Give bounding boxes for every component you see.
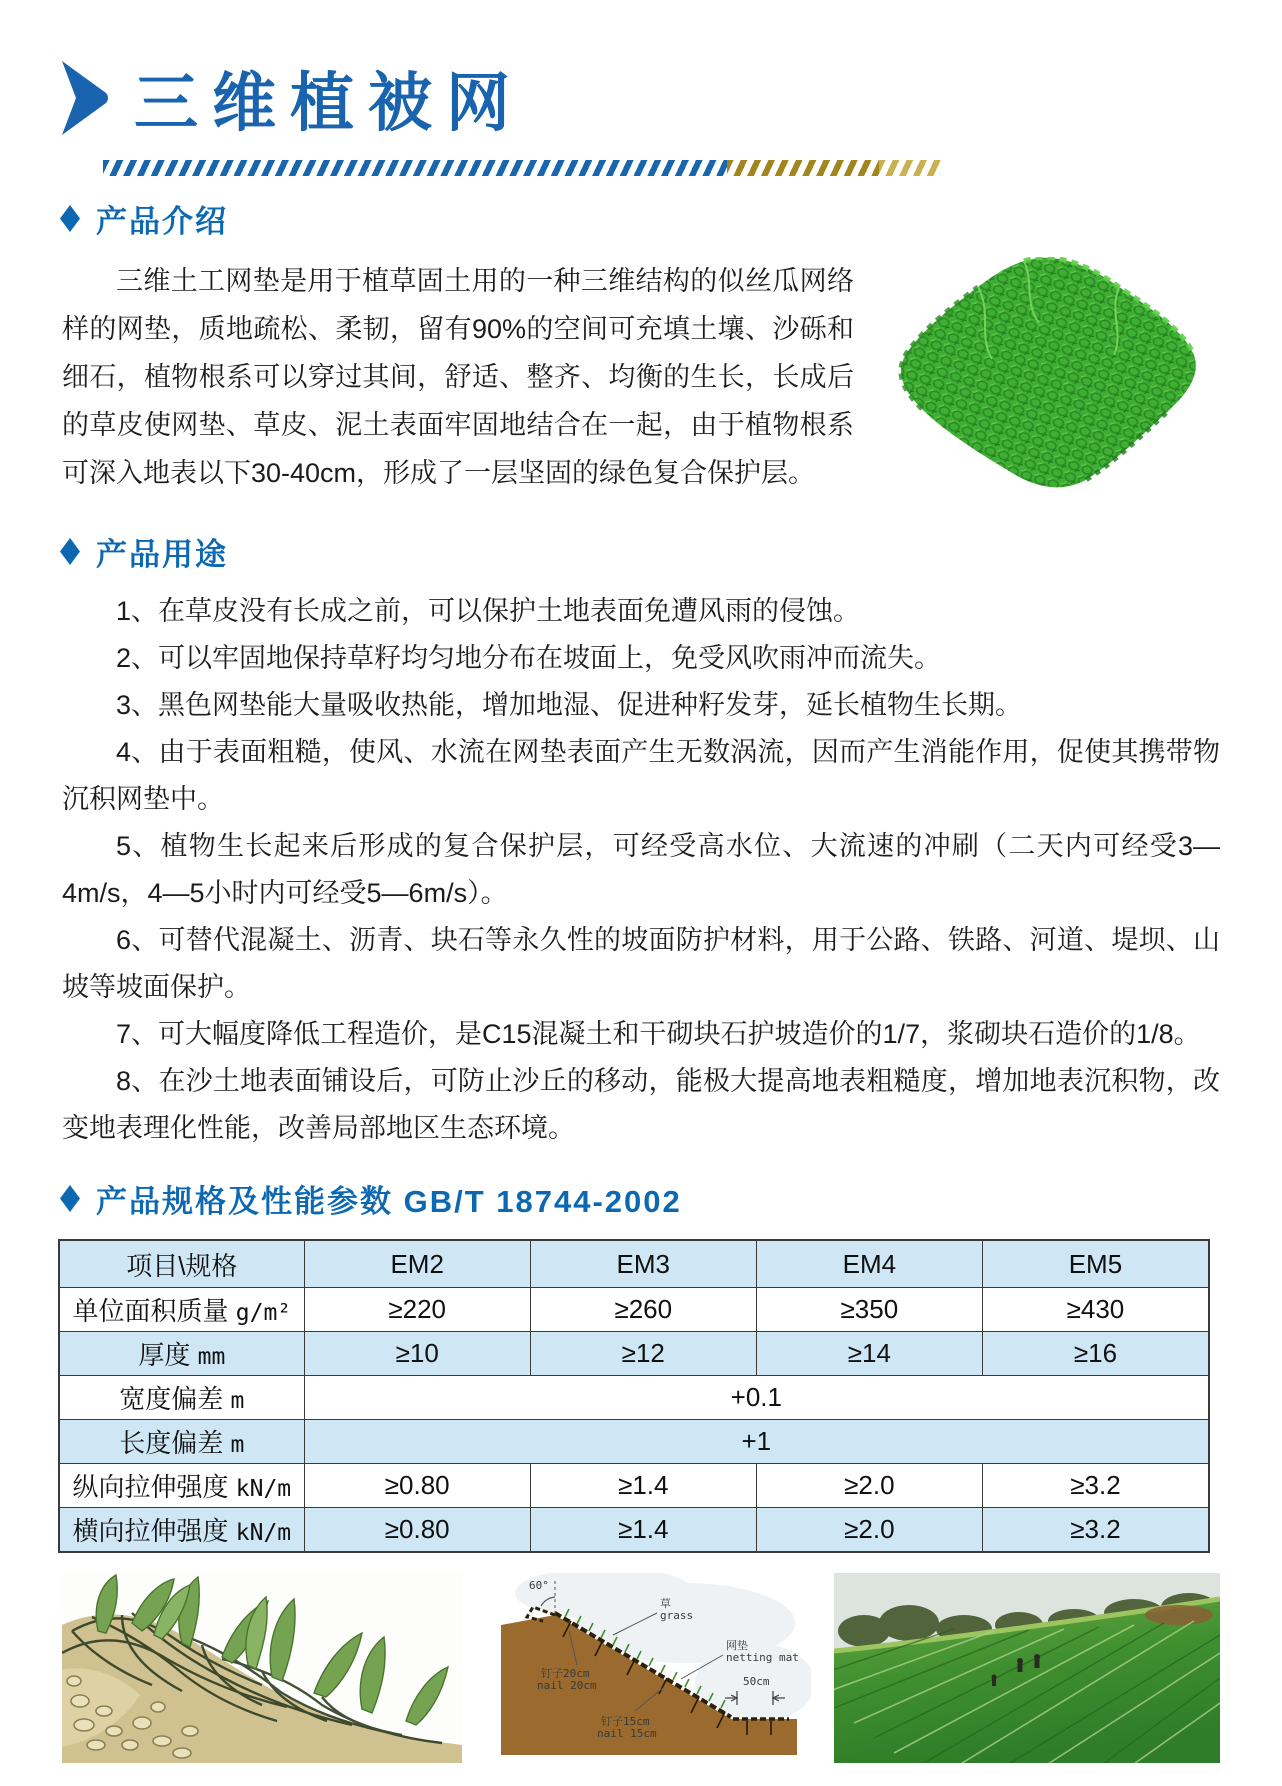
- page-title: 三维植被网: [134, 68, 524, 139]
- stripe-blue-segment: [103, 160, 727, 176]
- stripe-gold-light-segment: [879, 160, 941, 176]
- mat-label-en: netting mat: [726, 1651, 799, 1664]
- diamond-icon: [60, 205, 80, 232]
- stripe-gold-segment: [727, 160, 879, 176]
- spec-cell: ≥14: [756, 1332, 982, 1376]
- table-header-row: [59, 1240, 1209, 1288]
- spec-cell: ≥0.80: [304, 1464, 530, 1508]
- spec-cell: ≥12: [530, 1332, 756, 1376]
- section-heading-uses: [60, 529, 1282, 574]
- column-header: EM2: [304, 1240, 530, 1288]
- table-row: [59, 1420, 1209, 1464]
- spec-cell-merged: +1: [304, 1420, 1209, 1464]
- spec-cell-merged: +0.1: [304, 1376, 1209, 1420]
- spec-cell: ≥3.2: [982, 1464, 1209, 1508]
- spec-cell: ≥220: [304, 1288, 530, 1332]
- column-header: EM5: [982, 1240, 1209, 1288]
- figure-strip: [62, 1573, 1220, 1763]
- spec-cell: ≥430: [982, 1288, 1209, 1332]
- use-item: 4、由于表面粗糙，使风、水流在网垫表面产生无数涡流，因而产生消能作用，促使其携带物沉积网垫中。: [62, 737, 1220, 814]
- column-header: EM4: [756, 1240, 982, 1288]
- table-row: [59, 1332, 1209, 1376]
- table-row: [59, 1464, 1209, 1508]
- product-photo: [874, 257, 1214, 495]
- section-title-uses: 产品用途: [96, 537, 228, 572]
- grass-label-en: grass: [660, 1609, 694, 1622]
- section-title-specs: 产品规格及性能参数 GB/T 18744-2002: [96, 1184, 682, 1219]
- diamond-icon: [60, 538, 80, 565]
- spec-cell: ≥1.4: [530, 1508, 756, 1553]
- section-heading-specs: [60, 1176, 1282, 1221]
- use-item: 3、黑色网垫能大量吸收热能，增加地湿、促进种籽发芽，延长植物生长期。: [116, 690, 1023, 720]
- nail20-label-en: nail 20cm: [537, 1679, 597, 1692]
- use-item: 5、植物生长起来后形成的复合保护层，可经受高水位、大流速的冲刷（二天内可经受3—4m/s，4—5小时内可经受5—6m/s）。: [62, 831, 1220, 908]
- spec-cell: ≥1.4: [530, 1464, 756, 1508]
- spec-cell: ≥2.0: [756, 1508, 982, 1553]
- use-item: 2、可以牢固地保持草籽均匀地分布在坡面上，免受风吹雨冲而流失。: [116, 643, 942, 673]
- mat-label-cn: 网垫: [726, 1639, 748, 1652]
- nail15-label-en: nail 15cm: [597, 1727, 657, 1740]
- spec-cell: ≥16: [982, 1332, 1209, 1376]
- spec-cell: ≥350: [756, 1288, 982, 1332]
- page-header: [60, 52, 1282, 144]
- figure-slope-photo: [834, 1573, 1220, 1763]
- row-label: 宽度偏差 m: [59, 1376, 304, 1420]
- spec-cell: ≥0.80: [304, 1508, 530, 1553]
- title-arrow-icon: [60, 60, 112, 136]
- column-header: EM3: [530, 1240, 756, 1288]
- use-item: 8、在沙土地表面铺设后，可防止沙丘的移动，能极大提高地表粗糙度，增加地表沉积物，改变地表理化性能，改善局部地区生态环境。: [62, 1066, 1220, 1143]
- dim-label: 50cm: [743, 1675, 770, 1688]
- spec-cell: ≥10: [304, 1332, 530, 1376]
- row-label: 横向拉伸强度 kN/m: [59, 1508, 304, 1553]
- use-item: 1、在草皮没有长成之前，可以保护土地表面免遭风雨的侵蚀。: [116, 596, 861, 626]
- figure-grass-mesh-illustration: [62, 1573, 462, 1763]
- table-row: [59, 1288, 1209, 1332]
- use-item: 7、可大幅度降低工程造价，是C15混凝土和干砌块石护坡造价的1/7，浆砌块石造价的1/8。: [116, 1019, 1201, 1049]
- figure-slope-diagram: [485, 1573, 811, 1763]
- spec-cell: ≥2.0: [756, 1464, 982, 1508]
- uses-list: [62, 588, 1220, 1152]
- section-heading-intro: [60, 196, 1282, 241]
- angle-label: 60°: [529, 1579, 549, 1592]
- column-header: 项目\规格: [59, 1240, 304, 1288]
- section-title-intro: 产品介绍: [96, 204, 228, 239]
- intro-block: [62, 257, 1220, 503]
- diamond-icon: [60, 1185, 80, 1212]
- use-item: 6、可替代混凝土、沥青、块石等永久性的坡面防护材料，用于公路、铁路、河道、堤坝、山坡等坡面保护。: [62, 925, 1220, 1002]
- table-row: [59, 1508, 1209, 1553]
- row-label: 长度偏差 m: [59, 1420, 304, 1464]
- nail20-label-cn: 钉子20cm: [541, 1667, 590, 1680]
- row-label: 厚度 mm: [59, 1332, 304, 1376]
- grass-label-cn: 草: [660, 1597, 671, 1610]
- row-label: 纵向拉伸强度 kN/m: [59, 1464, 304, 1508]
- table-row: [59, 1376, 1209, 1420]
- intro-paragraph: 三维土工网垫是用于植草固土用的一种三维结构的似丝瓜网络样的网垫，质地疏松、柔韧，留有90%的空间可充填土壤、沙砾和细石，植物根系可以穿过其间，舒适、整齐、均衡的生长，长成后的草皮使网垫、草皮、泥土表面牢固地结合在一起，由于植物根系可深入地表以下30-40cm，形成了一层坚固的绿色复合保护层。: [62, 266, 854, 488]
- decorative-stripe: [103, 160, 941, 176]
- nail15-label-cn: 钉子15cm: [601, 1715, 650, 1728]
- spec-cell: ≥260: [530, 1288, 756, 1332]
- spec-cell: ≥3.2: [982, 1508, 1209, 1553]
- row-label: 单位面积质量 g/m²: [59, 1288, 304, 1332]
- spec-table: [58, 1239, 1210, 1553]
